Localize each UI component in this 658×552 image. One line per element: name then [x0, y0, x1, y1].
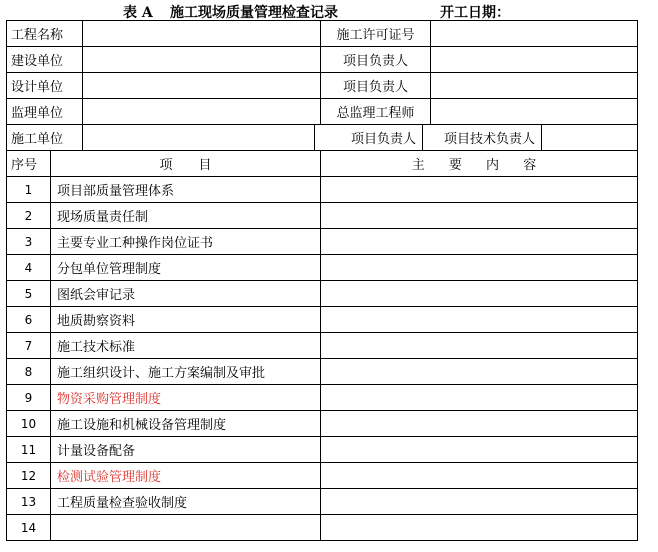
row-content-field[interactable] — [321, 385, 638, 411]
contractor-unit-field[interactable] — [83, 125, 315, 151]
row-number: 2 — [7, 203, 51, 229]
row-item: 施工组织设计、施工方案编制及审批 — [51, 359, 321, 385]
design-unit-field[interactable] — [83, 73, 321, 99]
row-item: 检测试验管理制度 — [51, 463, 321, 489]
construction-manager-label: 项目负责人 — [321, 47, 431, 73]
design-unit-label: 设计单位 — [7, 73, 83, 99]
project-name-label: 工程名称 — [7, 21, 83, 47]
row-content-field[interactable] — [321, 411, 638, 437]
row-content-field[interactable] — [321, 515, 638, 541]
row-content-field[interactable] — [321, 437, 638, 463]
row-content-field[interactable] — [321, 359, 638, 385]
start-date-label: 开工日期： — [440, 5, 510, 21]
row-item: 主要专业工种操作岗位证书 — [51, 229, 321, 255]
chief-supervisor-label: 总监理工程师 — [321, 99, 431, 125]
chief-supervisor-field[interactable] — [431, 99, 638, 125]
row-number: 13 — [7, 489, 51, 515]
row-item: 施工设施和机械设备管理制度 — [51, 411, 321, 437]
construction-unit-label: 建设单位 — [7, 47, 83, 73]
inspection-table — [6, 20, 638, 541]
construction-unit-field[interactable] — [83, 47, 321, 73]
row-item: 分包单位管理制度 — [51, 255, 321, 281]
row-item: 现场质量责任制 — [51, 203, 321, 229]
design-unit-row — [7, 73, 638, 99]
table-row — [7, 489, 638, 515]
table-row — [7, 229, 638, 255]
table-row — [7, 177, 638, 203]
row-item: 图纸会审记录 — [51, 281, 321, 307]
contractor-unit-row — [7, 125, 638, 151]
permit-no-field[interactable] — [431, 21, 638, 47]
row-content-field[interactable] — [321, 203, 638, 229]
supervision-unit-label: 监理单位 — [7, 99, 83, 125]
permit-no-label: 施工许可证号 — [321, 21, 431, 47]
table-row — [7, 281, 638, 307]
row-item: 地质勘察资料 — [51, 307, 321, 333]
row-content-field[interactable] — [321, 255, 638, 281]
row-number: 5 — [7, 281, 51, 307]
row-item — [51, 515, 321, 541]
row-number: 7 — [7, 333, 51, 359]
table-row — [7, 333, 638, 359]
title-bar — [0, 0, 658, 20]
construction-unit-row — [7, 47, 638, 73]
header-no: 序号 — [7, 151, 51, 177]
table-row — [7, 437, 638, 463]
table-row — [7, 385, 638, 411]
row-number: 11 — [7, 437, 51, 463]
checklist-rows — [7, 177, 638, 541]
row-number: 6 — [7, 307, 51, 333]
project-name-field[interactable] — [83, 21, 321, 47]
row-item: 项目部质量管理体系 — [51, 177, 321, 203]
row-number: 14 — [7, 515, 51, 541]
design-manager-label: 项目负责人 — [321, 73, 431, 99]
supervision-unit-row — [7, 99, 638, 125]
row-number: 8 — [7, 359, 51, 385]
row-number: 1 — [7, 177, 51, 203]
table-row — [7, 359, 638, 385]
construction-manager-field[interactable] — [431, 47, 638, 73]
header-item: 项 目 — [51, 151, 321, 177]
row-number: 10 — [7, 411, 51, 437]
row-item: 计量设备配备 — [51, 437, 321, 463]
row-item: 工程质量检查验收制度 — [51, 489, 321, 515]
row-item: 施工技术标准 — [51, 333, 321, 359]
row-item: 物资采购管理制度 — [51, 385, 321, 411]
supervision-unit-field[interactable] — [83, 99, 321, 125]
row-content-field[interactable] — [321, 281, 638, 307]
row-content-field[interactable] — [321, 333, 638, 359]
row-number: 9 — [7, 385, 51, 411]
table-row — [7, 307, 638, 333]
table-row — [7, 463, 638, 489]
row-number: 12 — [7, 463, 51, 489]
row-content-field[interactable] — [321, 229, 638, 255]
row-number: 4 — [7, 255, 51, 281]
tech-manager-field[interactable] — [542, 125, 638, 151]
row-number: 3 — [7, 229, 51, 255]
contractor-manager-label: 项目负责人 — [315, 125, 423, 151]
table-row — [7, 255, 638, 281]
page-title: 施工现场质量管理检查记录 — [170, 5, 338, 21]
row-content-field[interactable] — [321, 489, 638, 515]
table-row — [7, 203, 638, 229]
table-label: 表 A — [123, 5, 153, 21]
tech-manager-label: 项目技术负责人 — [423, 125, 542, 151]
table-row — [7, 411, 638, 437]
contractor-unit-label: 施工单位 — [7, 125, 83, 151]
row-content-field[interactable] — [321, 307, 638, 333]
header-content: 主 要 内 容 — [321, 151, 638, 177]
design-manager-field[interactable] — [431, 73, 638, 99]
table-row — [7, 515, 638, 541]
project-name-row — [7, 21, 638, 47]
checklist-header-row — [7, 151, 638, 177]
row-content-field[interactable] — [321, 177, 638, 203]
row-content-field[interactable] — [321, 463, 638, 489]
